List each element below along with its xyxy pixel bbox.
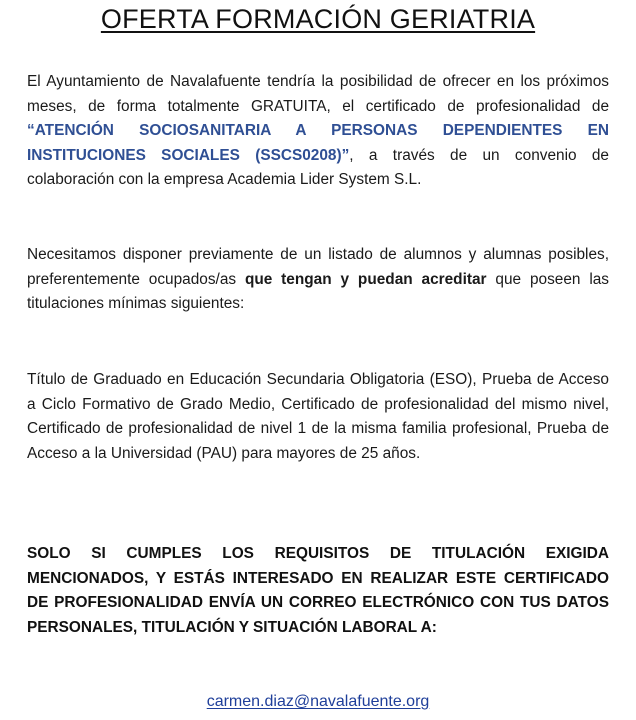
intro-text-start: El Ayuntamiento de Navalafuente tendría la posibilidad de ofrecer en los próximos meses, de forma totalmente GRATUITA, el certificado de profesionalidad de [27,73,609,115]
document-title [0,2,636,36]
requirements-paragraph [27,243,609,317]
qualifications-paragraph: Título de Graduado en Educación Secundaria Obligatoria (ESO), Prueba de Acceso a Ciclo Formativo de Grado Medio, Certificado de profesionalidad del mismo nivel, Certificado de profesionalidad de nivel 1 de la misma familia profesional, Prueba de Acceso a la Universidad (PAU) para mayores de 25 años. [27,371,609,462]
intro-text-end: , a través de un convenio de colaboración con la empresa Academia Lider System S.L. [27,146,609,189]
intro-paragraph [27,70,609,193]
requirements-text-end: que poseen las titulaciones mínimas siguientes: [27,270,609,313]
document-title-text: OFERTA FORMACIÓN GERIATRIA [100,4,536,34]
requirements-bold-text: que tengan y puedan acreditar [244,270,487,288]
contact-email-link[interactable]: carmen.diaz@navalafuente.org [206,693,430,710]
instructions-paragraph: SOLO SI CUMPLES LOS REQUISITOS DE TITULACIÓN EXIGIDA MENCIONADOS, Y ESTÁS INTERESADO EN REALIZAR ESTE CERTIFICADO DE PROFESIONALIDAD ENVÍA UN CORREO ELECTRÓNICO CON TUS DATOS PERSONALES, TITULACIÓN Y SITUACIÓN LABORAL A: [27,545,609,636]
requirements-text-start: Necesitamos disponer previamente de un listado de alumnos y alumnas posibles, preferentemente ocupados/as [27,246,609,288]
course-name-highlight: “ATENCIÓN SOCIOSANITARIA A PERSONAS DEPENDIENTES EN INSTITUCIONES SOCIALES (SSCS0208)” [27,122,609,164]
contact-email-block [0,690,636,714]
